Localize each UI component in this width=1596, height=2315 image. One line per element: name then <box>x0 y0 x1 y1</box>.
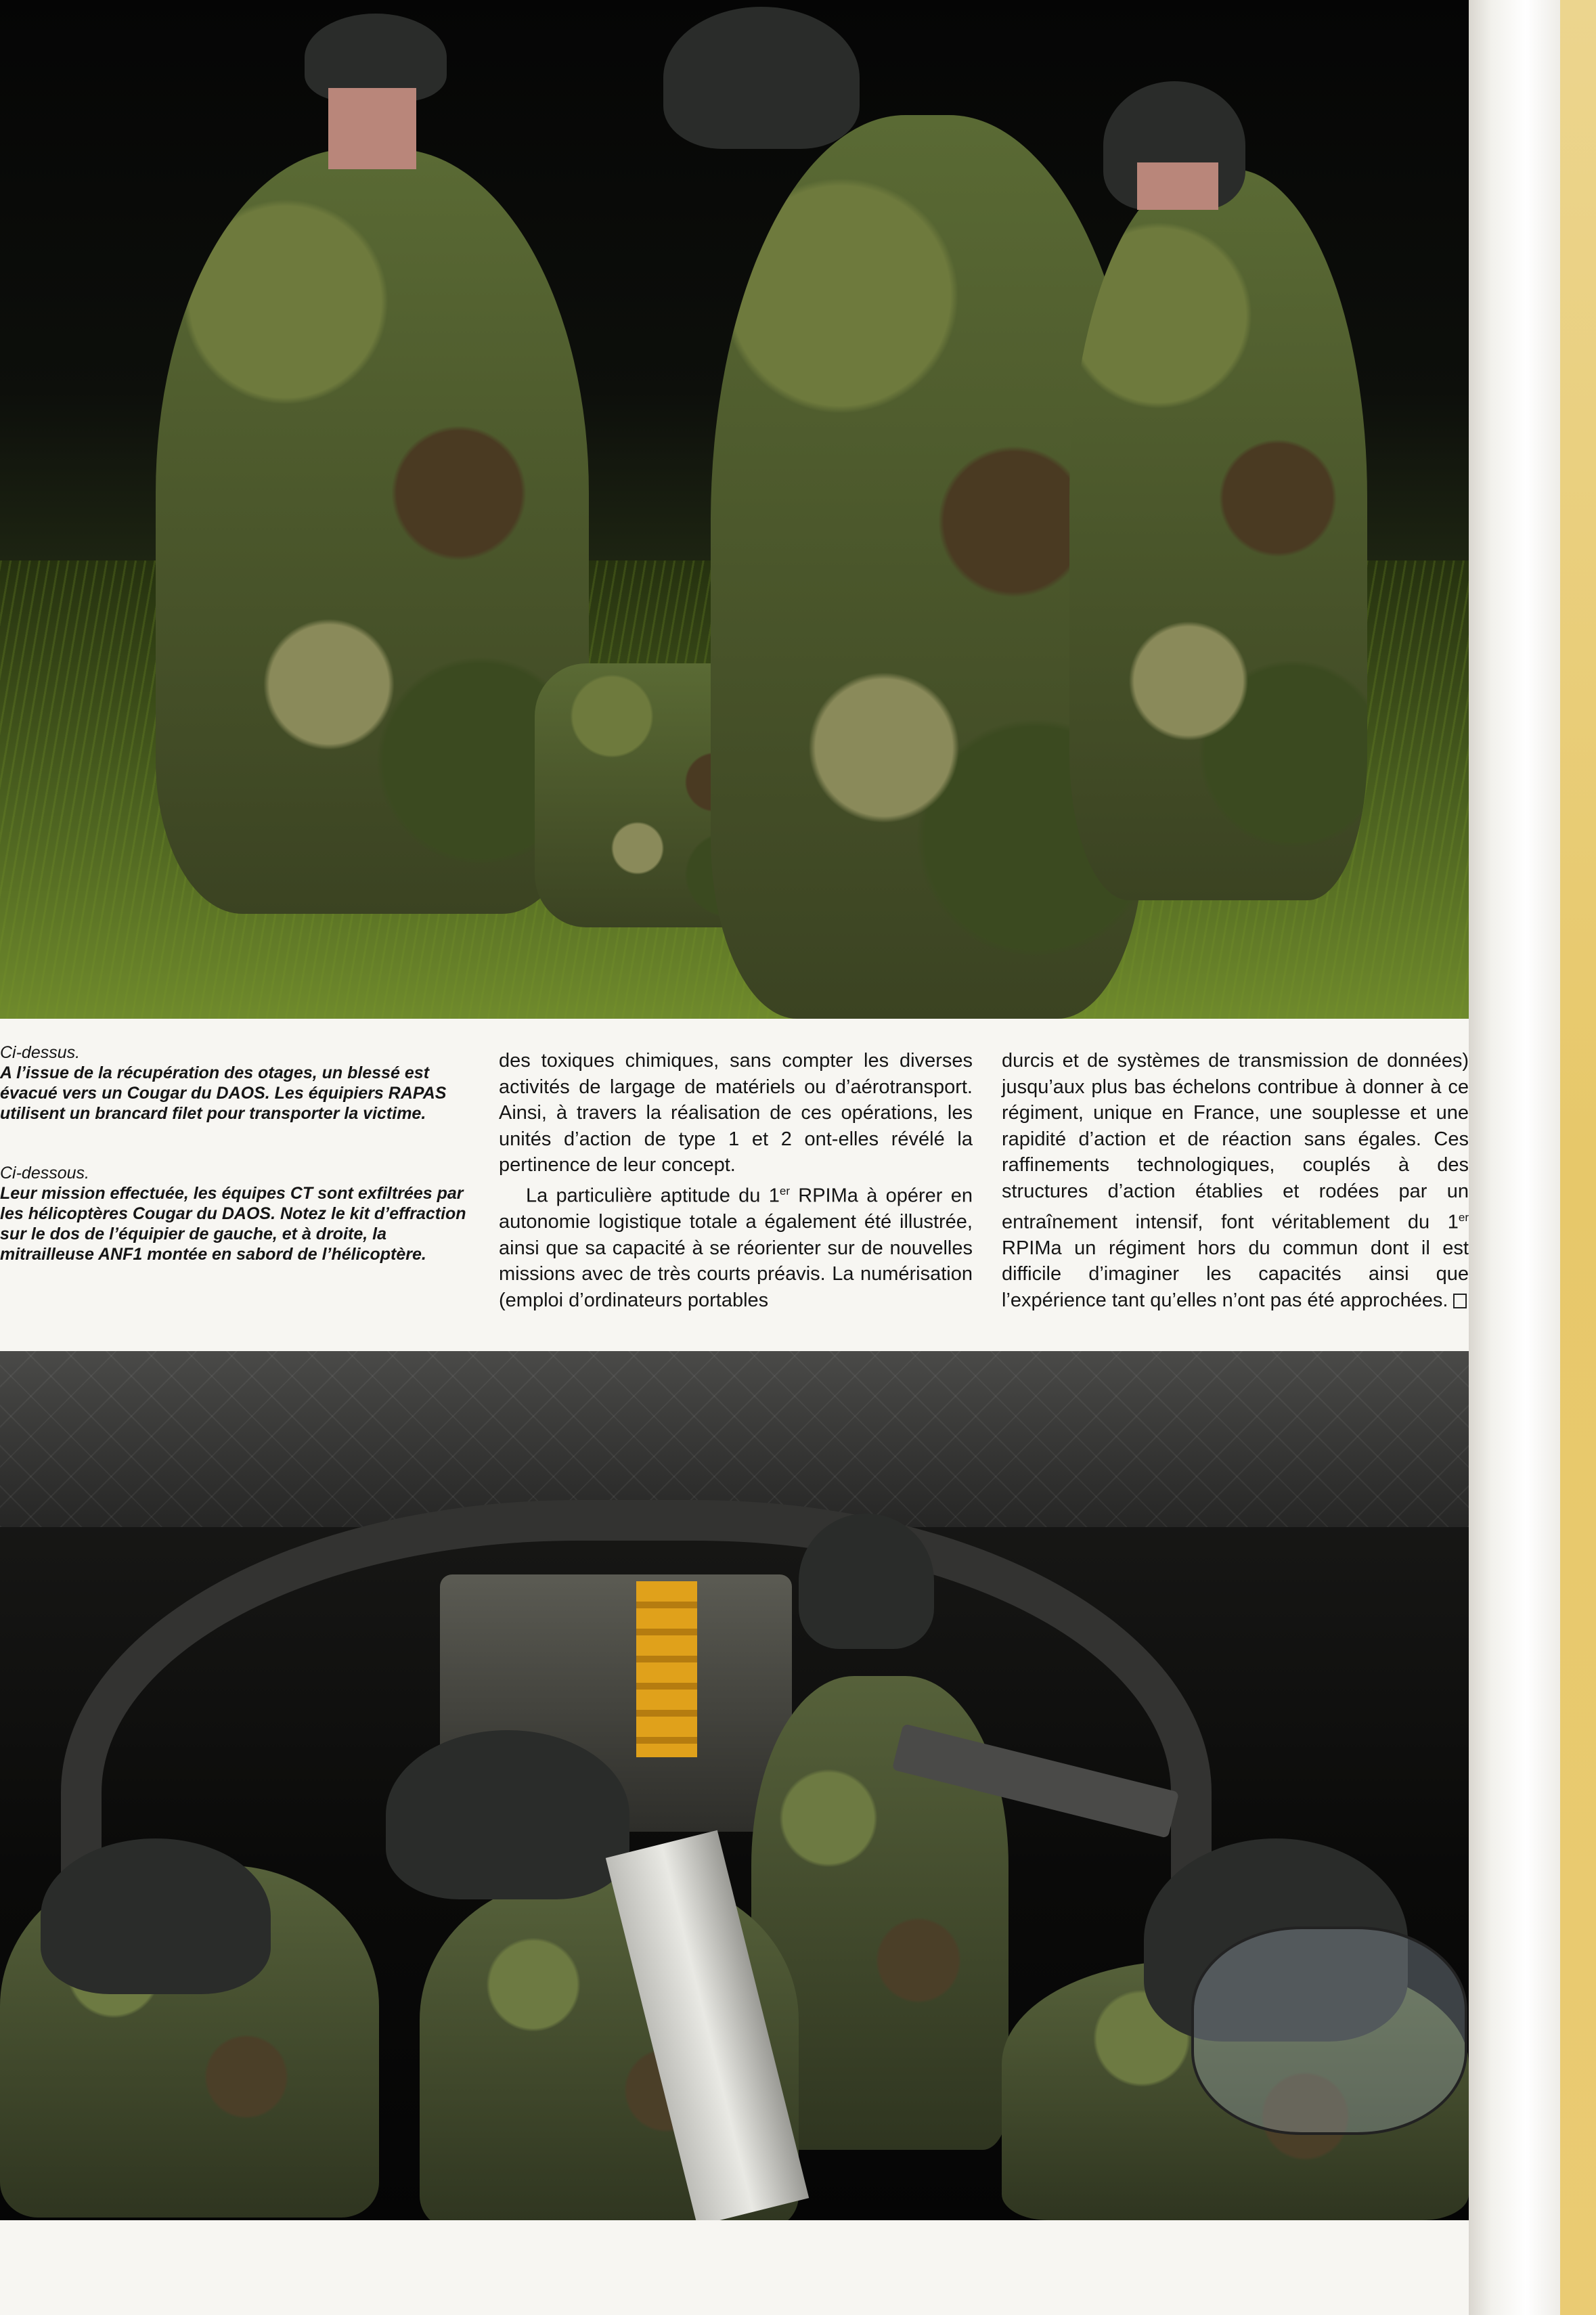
caption-upper-lead: Ci-dessus. <box>0 1043 81 1062</box>
riot-visor <box>1191 1926 1467 2135</box>
photo-captions <box>0 1042 467 1264</box>
adjacent-page-edge <box>1469 0 1596 2315</box>
stretcher-evacuation-photo <box>0 0 1469 1019</box>
paragraph: La particulière aptitude du 1er RPIMa à opérer en autonomie logistique totale a également été illustrée, ainsi que sa capacité à se réorienter sur de nouvelles missions avec de très courts préavis. La numérisation (emploi d’ordinateurs portables <box>499 1184 973 1311</box>
yellow-equipment <box>636 1581 697 1757</box>
helmet-center <box>663 7 860 149</box>
paragraph: durcis et de systèmes de transmission de données) jusqu’aux plus bas échelons contribue à donner à ce régiment, unique en France, une souplesse et une rapidité d’action et de réaction sans égales. Ces raffinements technologiques, couplés à des structures d’action établies et rodées par un entraînement intensif, font véritablement du 1er RPIMa un régiment hors du commun dont il est difficile d’imaginer les capacités ainsi que l’expérience tant qu’elles n’ont pas été approchées. <box>1002 1050 1469 1311</box>
soldier-left <box>156 149 589 914</box>
operator-left-helmet <box>41 1838 271 1994</box>
blurred-face-left <box>328 88 416 169</box>
caption-lower-lead: Ci-dessous. <box>0 1164 89 1183</box>
operator-center-helmet <box>386 1730 629 1899</box>
paragraph: des toxiques chimiques, sans compter les diverses activités de largage de matériels ou d’aérotransport. Ainsi, à travers la réalisation de ces opérations, les unités d’action de type 1 et 2 ont-elles révélé la pertinence de leur concept. <box>499 1050 973 1176</box>
caption-lower-text: Leur mission effectuée, les équipes CT sont exfiltrées par les hélicoptères Cougar du DAOS. Notez le kit d’effraction sur le dos de l’équipier de gauche, et à droite, la mitrailleuse ANF1 montée en sabord de l’hélicoptère. <box>0 1184 466 1264</box>
helicopter-cabin-photo <box>0 1351 1469 2220</box>
blurred-face-right <box>1137 162 1218 210</box>
article-column-1 <box>499 1048 973 1314</box>
yellow-page-edge <box>1560 0 1596 2315</box>
gunner-helmet <box>799 1514 934 1649</box>
article-column-2 <box>1002 1048 1469 1314</box>
soldier-right <box>1069 169 1367 900</box>
end-of-article-mark <box>1453 1294 1467 1308</box>
caption-upper-text: A l’issue de la récupération des otages, un blessé est évacué vers un Cougar du DAOS. Les équipiers RAPAS utilisent un brancard filet pour transporter la victime. <box>0 1063 447 1123</box>
